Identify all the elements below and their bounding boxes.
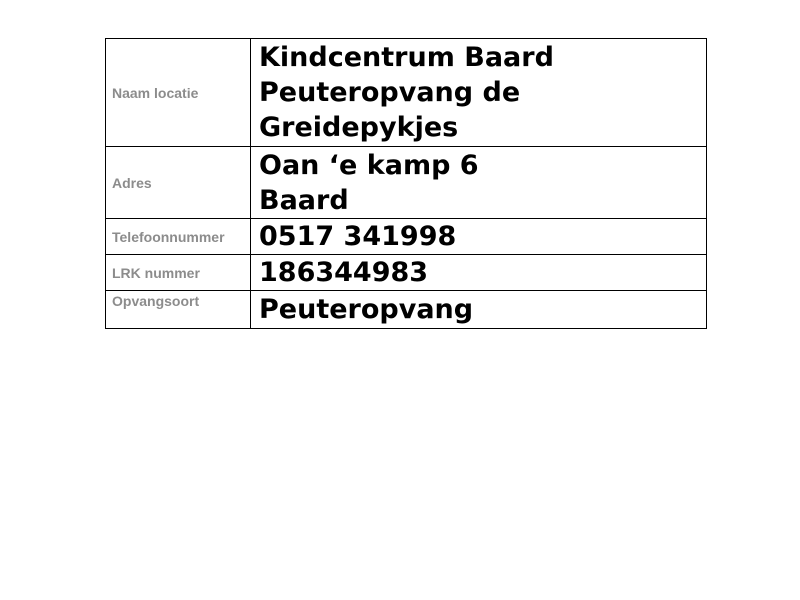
value-adres-line-1: Oan ‘e kamp 6 xyxy=(259,149,479,181)
label-telefoonnummer: Telefoonnummer xyxy=(106,219,251,255)
table-row-lrk-nummer xyxy=(106,255,707,291)
table-row-opvangsoort xyxy=(106,291,707,329)
value-adres-line-2: Baard xyxy=(259,184,349,216)
value-naam-line-1: Kindcentrum Baard xyxy=(259,42,554,73)
value-lrk-nummer: 186344983 xyxy=(251,255,707,291)
location-info-table xyxy=(105,38,707,329)
table-row-telefoonnummer xyxy=(106,219,707,255)
label-opvangsoort: Opvangsoort xyxy=(106,291,251,329)
table-row-adres xyxy=(106,147,707,219)
value-naam-line-3: Greidepykjes xyxy=(259,112,459,143)
label-adres: Adres xyxy=(106,147,251,219)
label-naam-locatie: Naam locatie xyxy=(106,39,251,147)
value-opvangsoort: Peuteropvang xyxy=(251,291,707,329)
label-lrk-nummer: LRK nummer xyxy=(106,255,251,291)
value-adres xyxy=(251,147,707,219)
value-telefoonnummer: 0517 341998 xyxy=(251,219,707,255)
value-naam-line-2: Peuteropvang de xyxy=(259,77,521,108)
table-row-naam-locatie xyxy=(106,39,707,147)
value-naam-locatie xyxy=(251,39,707,147)
